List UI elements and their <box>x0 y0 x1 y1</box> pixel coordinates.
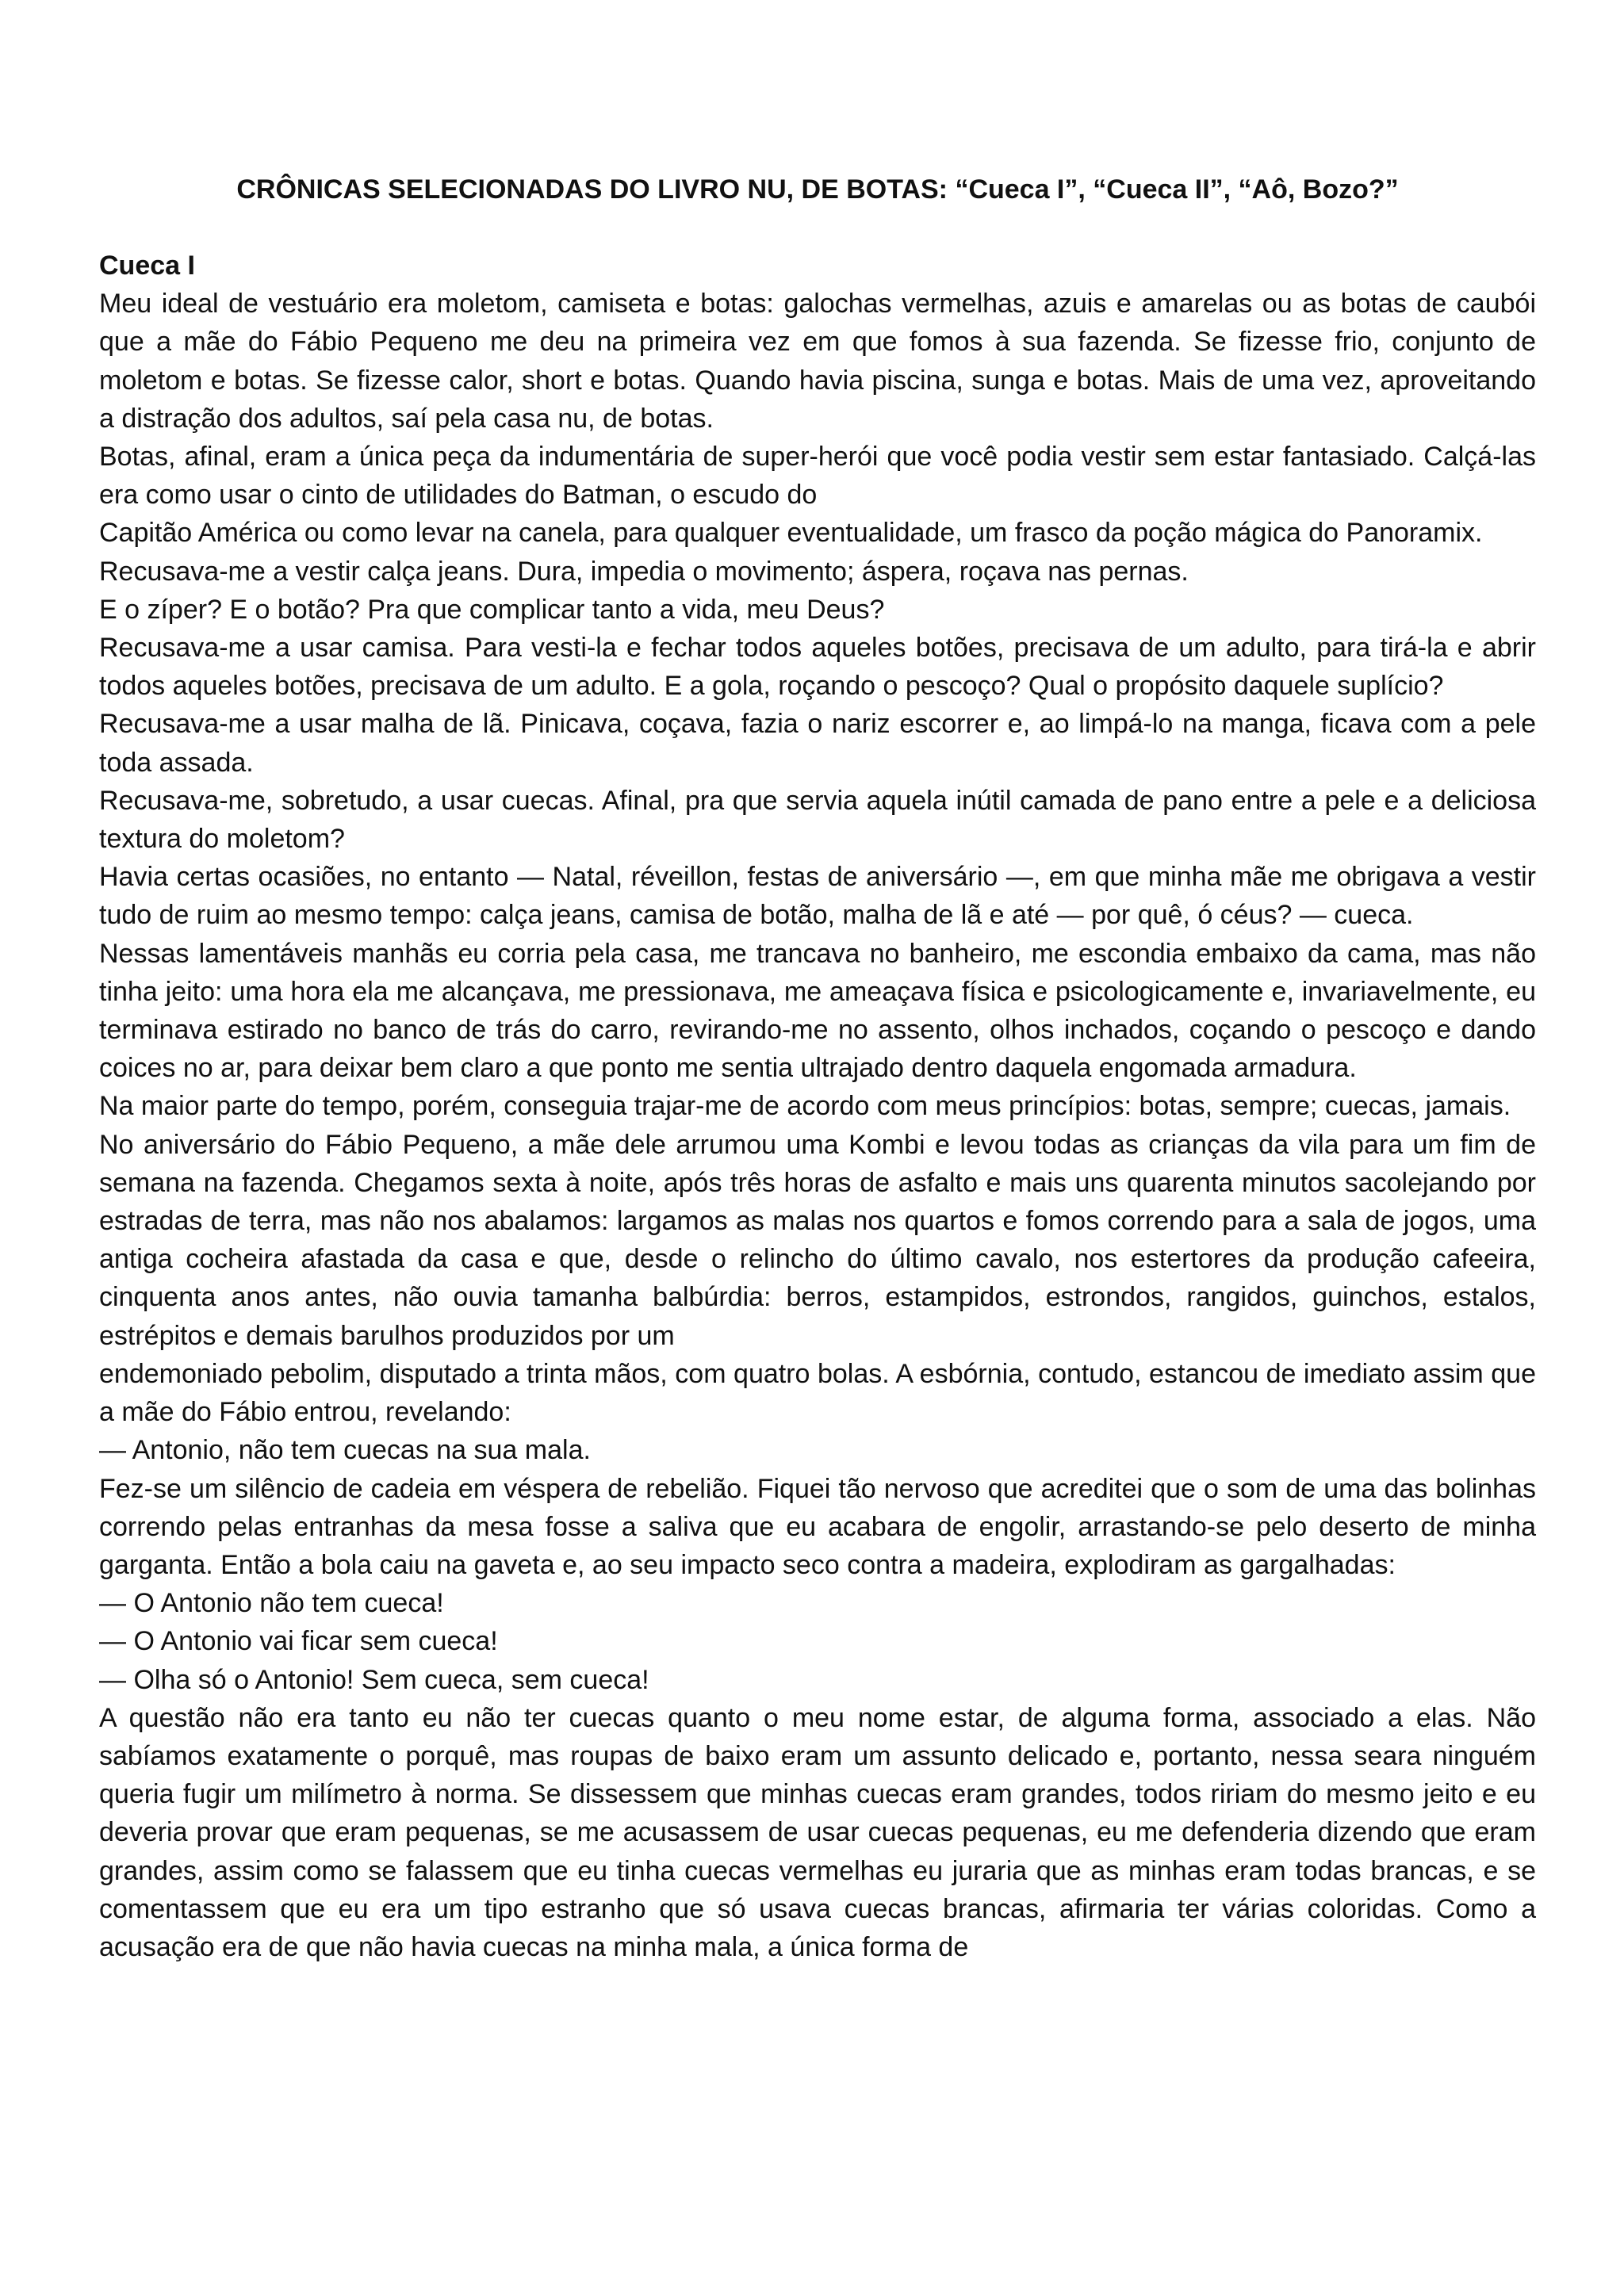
paragraph: Recusava-me, sobretudo, a usar cuecas. Afinal, pra que servia aquela inútil camada de pano entre a pele e a deliciosa textura do moletom? <box>99 785 1536 855</box>
paragraph: E o zíper? E o botão? Pra que complicar tanto a vida, meu Deus? <box>99 594 885 625</box>
section-heading: Cueca I <box>99 251 195 281</box>
dialogue-line: — O Antonio vai ficar sem cueca! <box>99 1626 498 1657</box>
paragraph: Recusava-me a vestir calça jeans. Dura, impedia o movimento; áspera, roçava nas pernas. <box>99 556 1189 587</box>
dialogue-line: — Antonio, não tem cuecas na sua mala. <box>99 1435 591 1466</box>
paragraph: Capitão América ou como levar na canela, para qualquer eventualidade, um frasco da poção mágica do Panoramix. <box>99 518 1483 549</box>
dialogue-line: — O Antonio não tem cueca! <box>99 1588 444 1619</box>
paragraph: Botas, afinal, eram a única peça da indumentária de super-herói que você podia vestir sem estar fantasiado. Calçá-las era como usar o cinto de utilidades do Batman, o escudo do <box>99 442 1536 511</box>
paragraph: Recusava-me a usar malha de lã. Pinicava, coçava, fazia o nariz escorrer e, ao limpá-lo na manga, ficava com a pele toda assada. <box>99 709 1536 778</box>
paragraph: Fez-se um silêncio de cadeia em véspera de rebelião. Fiquei tão nervoso que acreditei que o som de uma das bolinhas correndo pelas entranhas da mesa fosse a saliva que eu acabara de engolir, arrastando-se pelo deserto de minha garganta. Então a bola caiu na gaveta e, ao seu impacto seco contra a madeira, explodiram as gargalhadas: <box>99 1473 1536 1580</box>
document-page <box>99 170 1536 1966</box>
paragraph: A questão não era tanto eu não ter cuecas quanto o meu nome estar, de alguma forma, associado a elas. Não sabíamos exatamente o porquê, mas roupas de baixo eram um assunto delicado e, portanto, nessa seara ninguém queria fugir um milímetro à norma. Se dissessem que minhas cuecas eram grandes, todos ririam do mesmo jeito e eu deveria provar que eram pequenas, se me acusassem de usar cuecas pequenas, eu me defenderia dizendo que eram grandes, assim como se falassem que eu tinha cuecas vermelhas eu juraria que as minhas eram todas brancas, e se comentassem que eu era um tipo estranho que só usava cuecas brancas, afirmaria ter várias coloridas. Como a acusação era de que não havia cuecas na minha mala, a única forma de <box>99 1702 1536 1962</box>
paragraph: No aniversário do Fábio Pequeno, a mãe dele arrumou uma Kombi e levou todas as crianças da vila para um fim de semana na fazenda. Chegamos sexta à noite, após três horas de asfalto e mais uns quarenta minutos sacolejando por estradas de terra, mas não nos abalamos: largamos as malas nos quartos e fomos correndo para a sala de jogos, uma antiga cocheira afastada da casa e que, desde o relincho do último cavalo, nos estertores da produção cafeeira, cinquenta anos antes, não ouvia tamanha balbúrdia: berros, estampidos, estrondos, rangidos, guinchos, estalos, estrépitos e demais barulhos produzidos por um <box>99 1129 1536 1351</box>
paragraph: Havia certas ocasiões, no entanto — Natal, réveillon, festas de aniversário —, em que minha mãe me obrigava a vestir tudo de ruim ao mesmo tempo: calça jeans, camisa de botão, malha de lã e até — por quê, ó céus? — cueca. <box>99 862 1536 931</box>
dialogue-line: — Olha só o Antonio! Sem cueca, sem cueca! <box>99 1664 649 1695</box>
paragraph: Meu ideal de vestuário era moletom, camiseta e botas: galochas vermelhas, azuis e amarelas ou as botas de caubói que a mãe do Fábio Pequeno me deu na primeira vez em que fomos à sua fazenda. Se fizesse frio, conjunto de moletom e botas. Se fizesse calor, short e botas. Quando havia piscina, sunga e botas. Mais de uma vez, aproveitando a distração dos adultos, saí pela casa nu, de botas. <box>99 289 1536 434</box>
paragraph: Recusava-me a usar camisa. Para vesti-la e fechar todos aqueles botões, precisava de um adulto, para tirá-la e abrir todos aqueles botões, precisava de um adulto. E a gola, roçando o pescoço? Qual o propósito daquele suplício? <box>99 633 1536 702</box>
paragraph: endemoniado pebolim, disputado a trinta mãos, com quatro bolas. A esbórnia, contudo, estancou de imediato assim que a mãe do Fábio entrou, revelando: <box>99 1358 1536 1428</box>
paragraph: Nessas lamentáveis manhãs eu corria pela casa, me trancava no banheiro, me escondia embaixo da cama, mas não tinha jeito: uma hora ela me alcançava, me pressionava, me ameaçava física e psicologicamente e, invariavelmente, eu terminava estirado no banco de trás do carro, revirando-me no assento, olhos inchados, coçando o pescoço e dando coices no ar, para deixar bem claro a que ponto me sentia ultrajado dentro daquela engomada armadura. <box>99 938 1536 1084</box>
paragraph: Na maior parte do tempo, porém, conseguia trajar-me de acordo com meus princípios: botas, sempre; cuecas, jamais. <box>99 1091 1511 1122</box>
document-title: CRÔNICAS SELECIONADAS DO LIVRO NU, DE BOTAS: “Cueca I”, “Cueca II”, “Aô, Bozo?” <box>236 174 1399 205</box>
